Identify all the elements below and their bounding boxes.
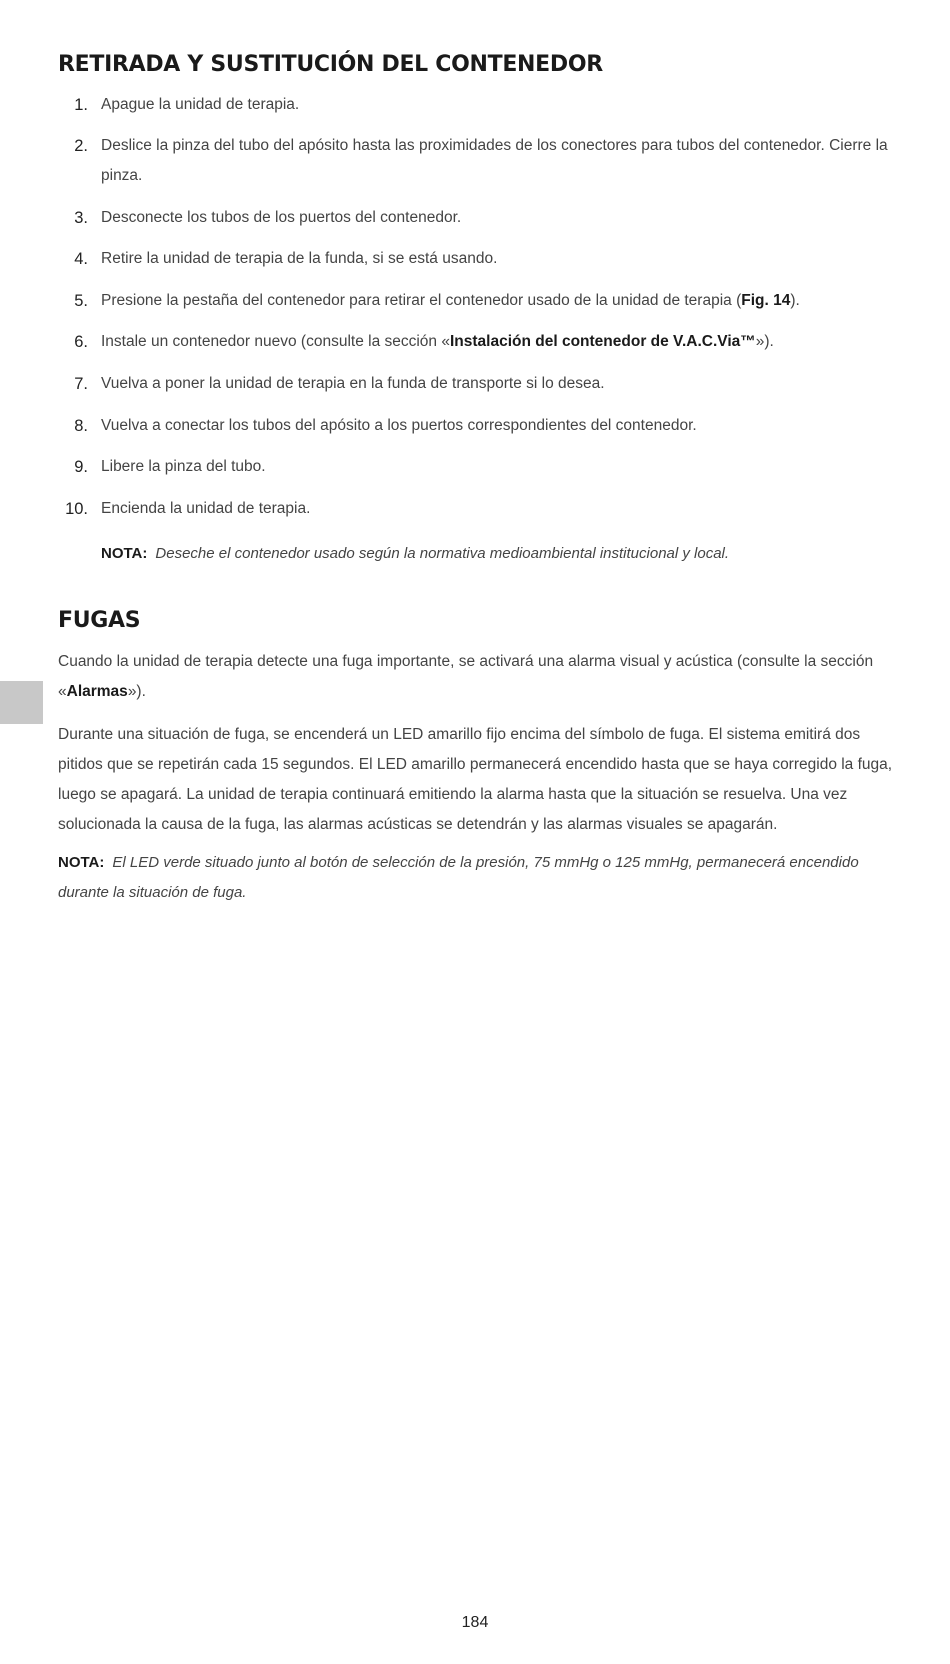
page-number: 184: [461, 1614, 489, 1631]
step-text-post: »).: [755, 333, 774, 350]
step-text: Vuelva a poner la unidad de terapia en la funda de transporte si lo desea.: [101, 375, 605, 392]
step-text: Desconecte los tubos de los puertos del contenedor.: [101, 209, 462, 226]
chapter-tab: [0, 681, 43, 724]
section-reference: Instalación del contenedor de V.A.C.Via™: [449, 333, 756, 350]
paragraph-text-post: »).: [127, 683, 146, 700]
step-number: 9.: [74, 458, 88, 476]
figure-reference: Fig. 14: [741, 292, 791, 309]
paragraph-text-pre: Cuando la unidad de terapia detecte una fuga importante, se activará una alarma visual y acústica (consulte la sección «: [58, 653, 874, 700]
step-text: [101, 286, 901, 316]
step-text: Apague la unidad de terapia.: [101, 96, 300, 113]
step-number: 8.: [74, 417, 88, 435]
step-number: 5.: [74, 292, 88, 310]
step-text: Vuelva a conectar los tubos del apósito a los puertos correspondientes del contenedor.: [101, 417, 697, 434]
note: [101, 539, 729, 569]
note-label: NOTA:: [58, 854, 105, 871]
step-text: Deslice la pinza del tubo del apósito hasta las proximidades de los conectores para tubos del contenedor. Cierre la pinza.: [101, 137, 888, 184]
note-text: El LED verde situado junto al botón de selección de la presión, 75 mmHg o 125 mmHg, permanecerá encendido durante la situación de fuga.: [58, 854, 859, 901]
step-number: 10.: [65, 500, 88, 518]
step-text-post: ).: [790, 292, 800, 309]
step-number: 1.: [74, 96, 88, 114]
section-reference: Alarmas: [66, 683, 128, 700]
paragraph: [58, 647, 894, 707]
step-text: Encienda la unidad de terapia.: [101, 500, 311, 517]
step-number: 2.: [74, 137, 88, 155]
step-number: 3.: [74, 209, 88, 227]
step-text: Retire la unidad de terapia de la funda, si se está usando.: [101, 250, 498, 267]
step-number: 4.: [74, 250, 88, 268]
step-text-pre: Instale un contenedor nuevo (consulte la sección «: [101, 333, 450, 350]
step-text-pre: Presione la pestaña del contenedor para retirar el contenedor usado de la unidad de terapia (: [101, 292, 742, 309]
note-label: NOTA:: [101, 545, 148, 562]
step-number: 7.: [74, 375, 88, 393]
step-text: [101, 327, 901, 357]
note: [58, 848, 894, 908]
step-number: 6.: [74, 333, 88, 351]
section-title-fugas: FUGAS: [58, 608, 141, 633]
section-title-retirada: RETIRADA Y SUSTITUCIÓN DEL CONTENEDOR: [58, 52, 603, 77]
paragraph: Durante una situación de fuga, se encenderá un LED amarillo fijo encima del símbolo de fuga. El sistema emitirá dos pitidos que se repetirán cada 15 segundos. El LED amarillo permanecerá encendido hasta que se haya corregido la fuga, luego se apagará. La unidad de terapia continuará emitiendo la alarma hasta que la situación se resuelva. Una vez solucionada la causa de la fuga, las alarmas acústicas se detendrán y las alarmas visuales se apagarán.: [58, 726, 893, 833]
note-text: Deseche el contenedor usado según la normativa medioambiental institucional y local.: [155, 545, 730, 562]
step-text: Libere la pinza del tubo.: [101, 458, 266, 475]
